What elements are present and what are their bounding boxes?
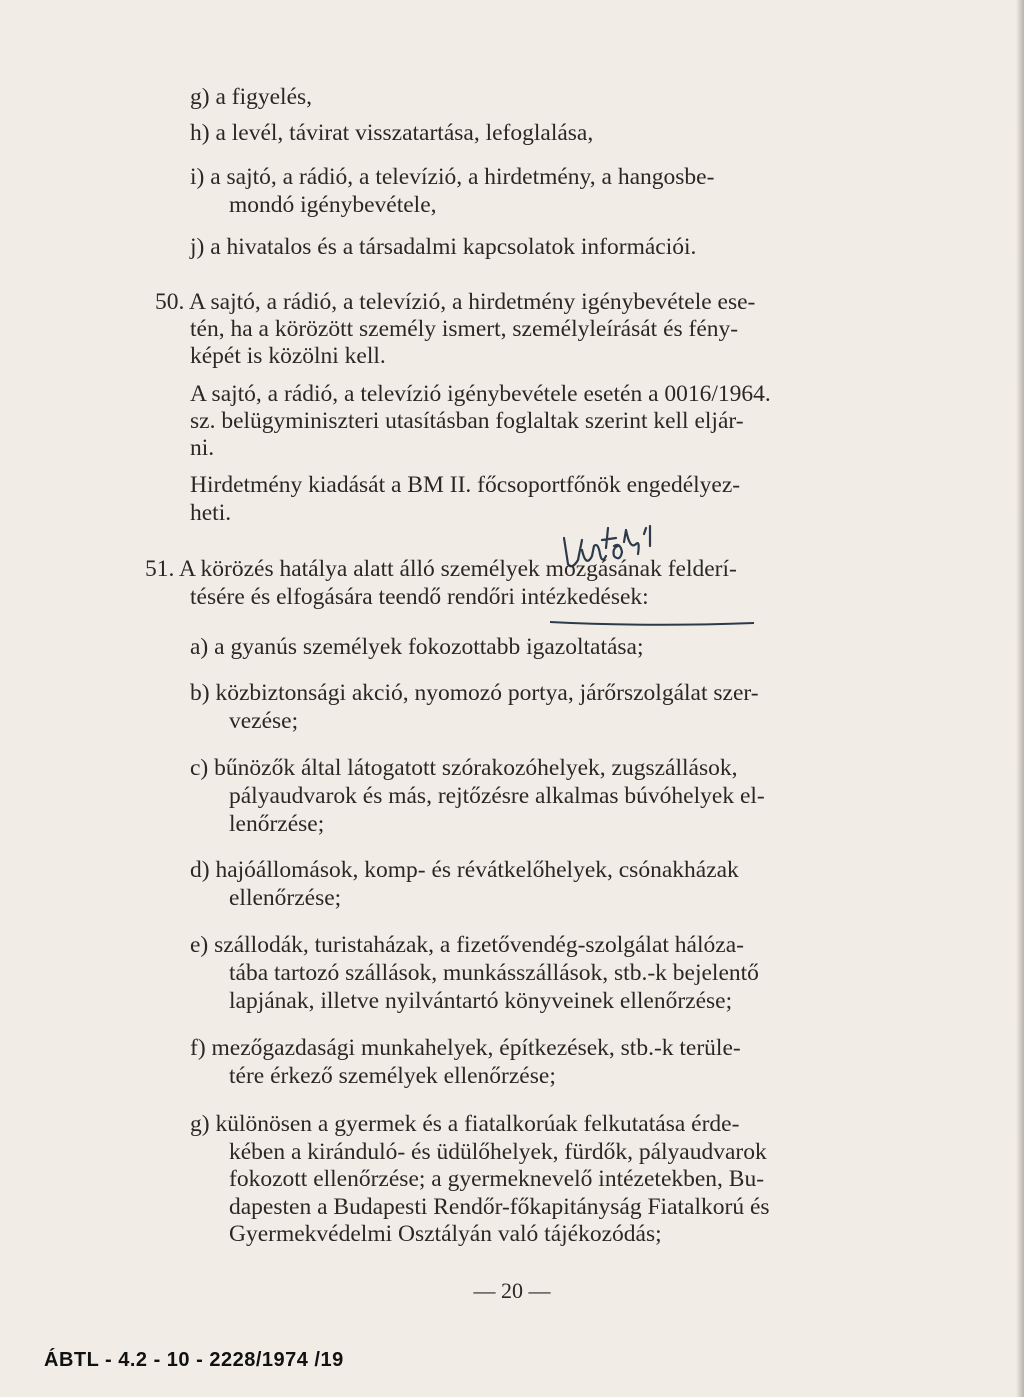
section-50-para2-line-2: sz. belügyminiszteri utasításban foglaltak szerint kell eljár- (190, 408, 744, 434)
page-edge-shadow (1016, 0, 1024, 1397)
section-51-line-2: tésére és elfogására teendő rendőri intézkedések: (190, 584, 649, 610)
item-c-cont-2: lenőrzése; (229, 811, 325, 837)
item-g-top (190, 82, 312, 112)
item-e-cont-1: tába tartozó szállások, munkásszállások, stb.-k bejelentő (229, 960, 759, 986)
item-b (190, 678, 759, 708)
item-h (190, 118, 593, 148)
item-label: j) (190, 234, 205, 260)
section-50-para2-line-3: ni. (190, 435, 215, 461)
archive-reference: ÁBTL - 4.2 - 10 - 2228/1974 /19 (44, 1349, 344, 1371)
item-g-cont-1: kében a kiránduló- és üdülőhelyek, fürdők, pályaudvarok (229, 1139, 767, 1165)
item-text: a sajtó, a rádió, a televízió, a hirdetmény, a hangosbe- (210, 164, 715, 190)
item-g-bottom (190, 1109, 739, 1139)
item-b-cont: vezése; (229, 708, 299, 734)
section-number: 50. (155, 289, 185, 315)
item-label: i) (190, 164, 205, 190)
item-a (190, 632, 644, 662)
item-d-cont: ellenőrzése; (229, 885, 342, 911)
page-number: — 20 — (473, 1278, 551, 1303)
section-51-line-1 (145, 554, 737, 584)
item-text: bűnözők által látogatott szórakozóhelyek, zugszállások, (214, 755, 738, 781)
item-g-cont-3: dapesten a Budapesti Rendőr-főkapitányság Fiatalkorú és (229, 1194, 770, 1220)
item-c (190, 753, 738, 783)
item-c-cont-1: pályaudvarok és más, rejtőzésre alkalmas búvóhelyek el- (229, 783, 765, 809)
section-text: A sajtó, a rádió, a televízió, a hirdetmény igénybevétele ese- (188, 289, 756, 315)
handwritten-underline (548, 619, 758, 629)
item-text: szállodák, turistaházak, a fizetővendég-szolgálat hálóza- (214, 932, 744, 958)
item-g-cont-2: fokozott ellenőrzése; a gyermeknevelő intézetekben, Bu- (229, 1166, 765, 1192)
section-text: A körözés hatálya alatt álló személyek mozgásának felderí- (178, 556, 737, 582)
item-text: a levél, távirat visszatartása, lefoglalása, (215, 120, 594, 146)
section-50-para2-line-1: A sajtó, a rádió, a televízió igénybevétele esetén a 0016/1964. (190, 381, 771, 407)
item-label: a) (190, 634, 209, 660)
item-text: közbiztonsági akció, nyomozó portya, járőrszolgálat szer- (215, 680, 759, 706)
section-50-para3-line-1: Hirdetmény kiadását a BM II. főcsoportfőnök engedélyez- (190, 472, 741, 498)
section-50-line-1 (155, 287, 755, 317)
item-f (190, 1033, 741, 1063)
item-text: mezőgazdasági munkahelyek, építkezések, stb.-k terüle- (211, 1035, 741, 1061)
item-label: f) (190, 1035, 206, 1061)
item-f-cont: tére érkező személyek ellenőrzése; (229, 1063, 556, 1089)
item-label: e) (190, 932, 209, 958)
section-50-line-3: képét is közölni kell. (190, 343, 386, 369)
item-label: b) (190, 680, 210, 706)
section-number: 51. (145, 556, 175, 582)
item-d (190, 855, 739, 885)
section-50-para3-line-2: heti. (190, 500, 232, 526)
item-label: h) (190, 120, 210, 146)
item-text: a gyanús személyek fokozottabb igazoltatása; (214, 634, 644, 660)
item-label: g) (190, 1111, 210, 1137)
item-j (190, 232, 696, 262)
item-label: g) (190, 84, 210, 110)
item-i (190, 162, 714, 192)
item-text: a figyelés, (215, 84, 313, 110)
item-e-cont-2: lapjának, illetve nyilvántartó könyveinek ellenőrzése; (229, 988, 733, 1014)
item-text: hajóállomások, komp- és révátkelőhelyek, csónakházak (215, 857, 739, 883)
item-text: különösen a gyermek és a fiatalkorúak felkutatása érde- (215, 1111, 740, 1137)
item-i-cont: mondó igénybevétele, (229, 192, 437, 218)
item-text: a hivatalos és a társadalmi kapcsolatok információi. (210, 234, 697, 260)
item-g-cont-4: Gyermekvédelmi Osztályán való tájékozódás; (229, 1221, 662, 1247)
item-label: d) (190, 857, 210, 883)
section-50-line-2: tén, ha a körözött személy ismert, személyleírását és fény- (190, 316, 739, 342)
item-label: c) (190, 755, 209, 781)
item-e (190, 930, 744, 960)
